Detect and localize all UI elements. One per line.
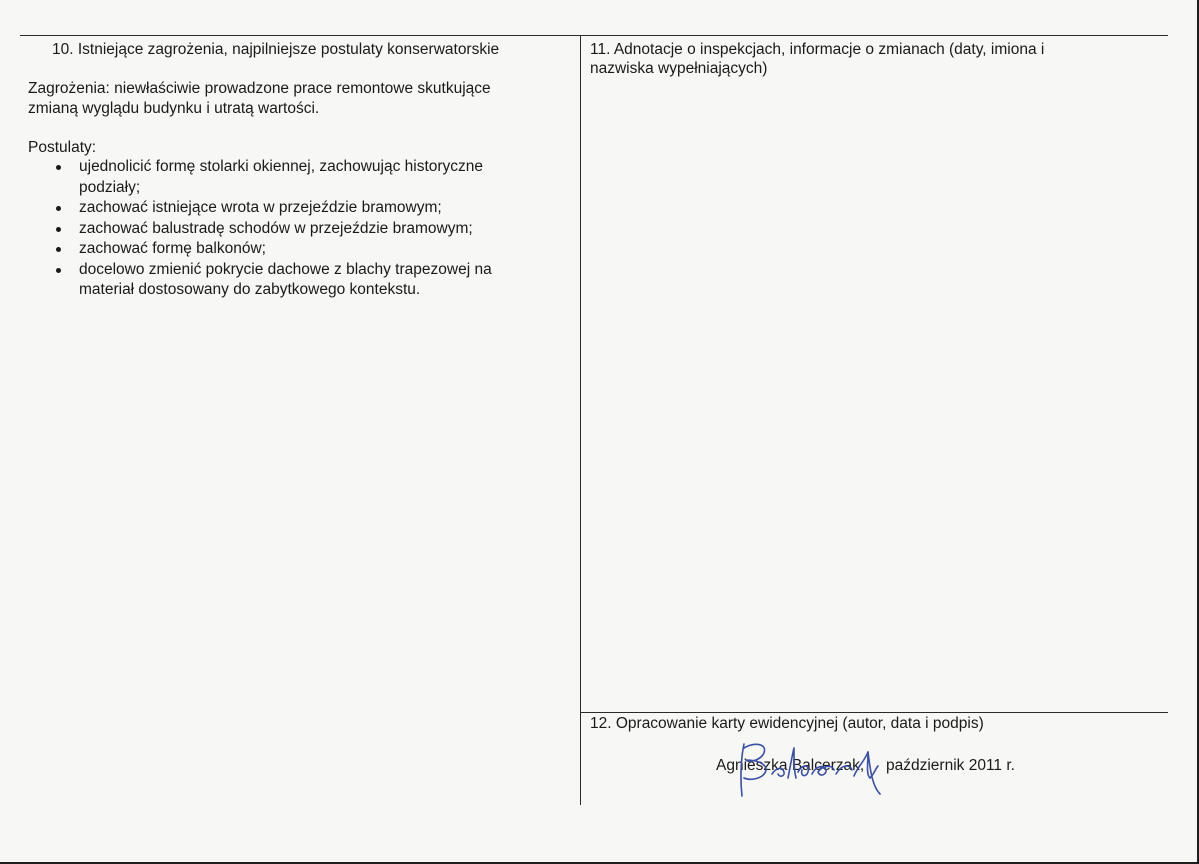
section-12-title: 12. Opracowanie karty ewidencyjnej (autor, data i podpis) — [590, 715, 984, 732]
postulate-text: zachować formę balkonów; — [79, 240, 266, 257]
postulates-list — [53, 157, 543, 301]
postulate-text-cont: podziały; — [79, 178, 141, 196]
handwritten-signature — [728, 738, 886, 798]
postulate-text-cont: materiał dostosowany do zabytkowego kontekstu. — [79, 281, 421, 298]
postulate-item — [53, 157, 543, 198]
postulate-text: zachować istniejące wrota w przejeździe bramowym; — [79, 199, 442, 216]
column-divider — [580, 35, 581, 805]
postulate-item — [53, 239, 543, 260]
postulate-text: ujednolicić formę stolarki okiennej, zachowując historyczne — [79, 158, 484, 175]
top-border-line — [20, 35, 1168, 36]
postulate-text: zachować balustradę schodów w przejeździe bramowym; — [79, 219, 473, 237]
preparation-date: październik 2011 r. — [886, 757, 1015, 774]
postulate-item — [53, 260, 543, 301]
section-12-divider — [580, 712, 1168, 713]
threats-line-1: Zagrożenia: niewłaściwie prowadzone prace remontowe skutkujące — [28, 80, 491, 97]
section-10-title: 10. Istniejące zagrożenia, najpilniejsze postulaty konserwatorskie — [52, 41, 500, 58]
author-name: Agnieszka Balcerzak, — [716, 757, 865, 774]
section-11-title-line-1: 11. Adnotacje o inspekcjach, informacje o zmianach (daty, imiona i — [590, 41, 1045, 58]
threats-line-2: zmianą wyglądu budynku i utratą wartości. — [28, 100, 320, 117]
postulate-item — [53, 198, 543, 219]
postulate-item — [53, 219, 543, 240]
postulates-label: Postulaty: — [28, 139, 97, 156]
section-11-title-line-2: nazwiska wypełniających) — [590, 60, 768, 77]
postulate-text: docelowo zmienić pokrycie dachowe z blachy trapezowej na — [79, 260, 492, 278]
